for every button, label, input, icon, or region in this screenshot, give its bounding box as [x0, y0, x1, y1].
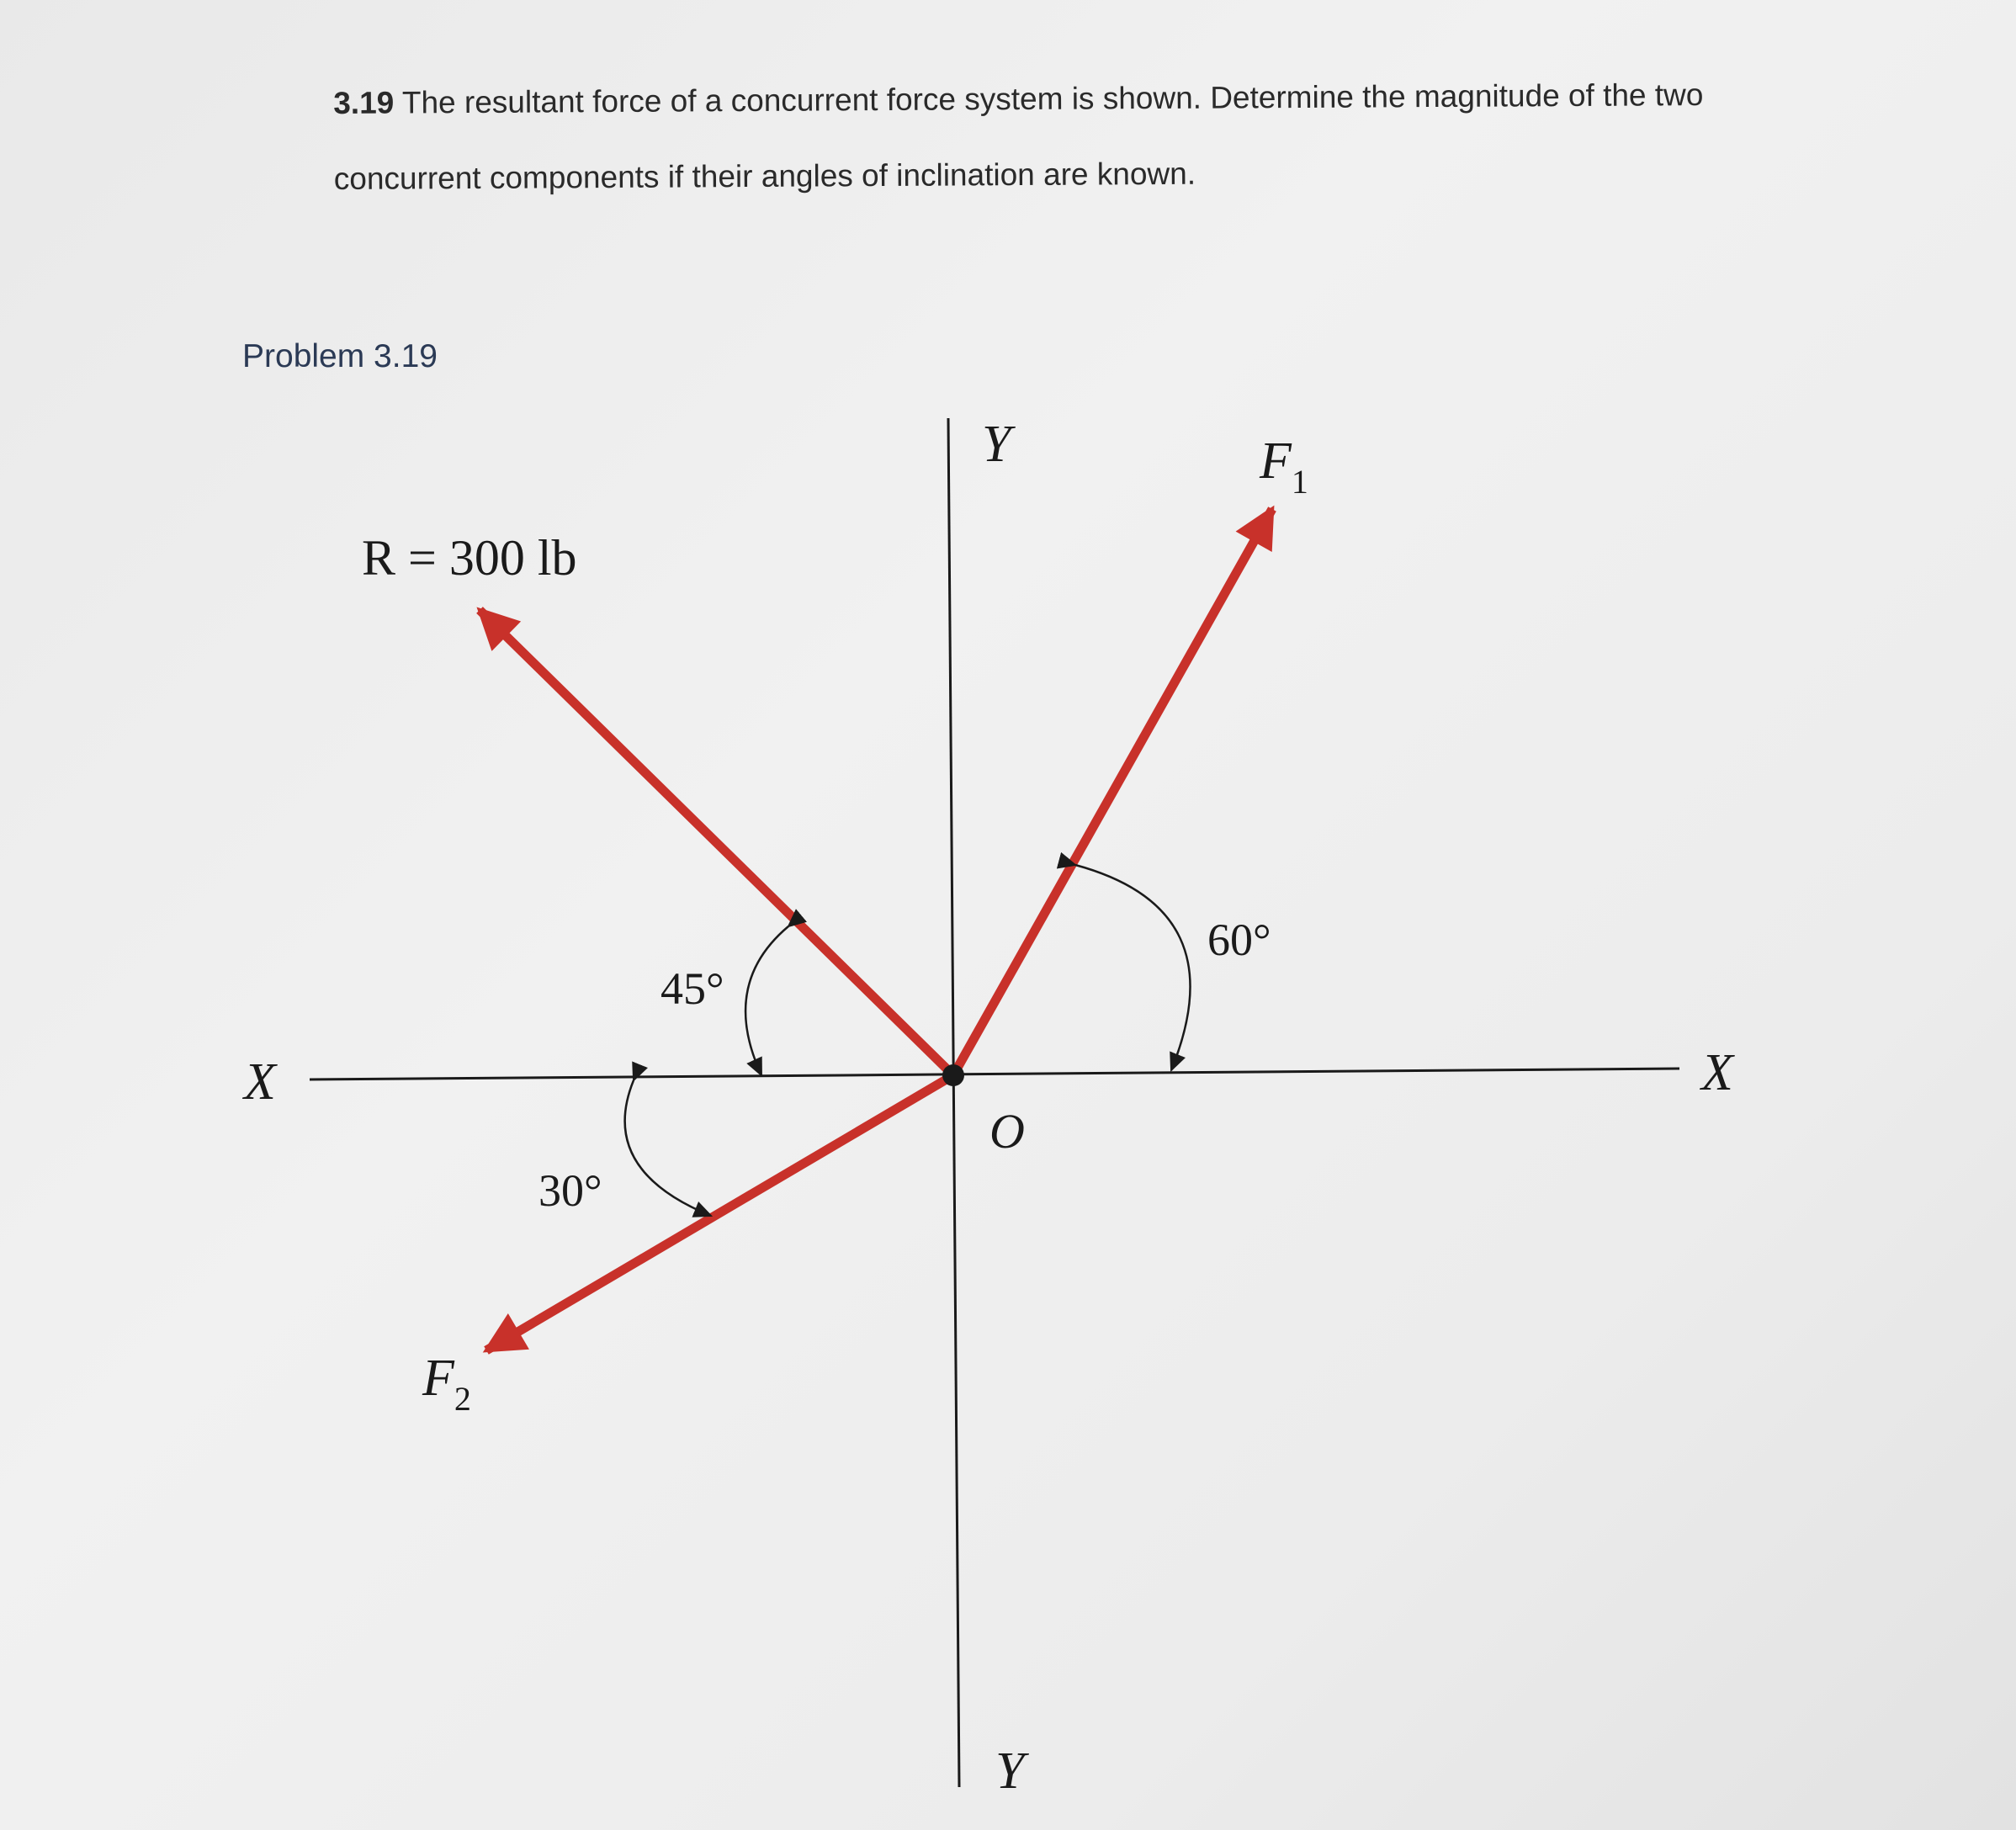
problem-line-1-text: The resultant force of a concurrent force system is shown. Determine the magnitude of the two — [401, 77, 1704, 120]
y-axis-line — [948, 418, 959, 1787]
angle-arc-30 — [625, 1080, 711, 1216]
angle-arc-45 — [745, 926, 788, 1075]
angle-label-60: 60° — [1207, 915, 1271, 965]
origin-label: O — [989, 1104, 1025, 1159]
angle-label-45: 45° — [661, 963, 724, 1014]
angle-label-30: 30° — [538, 1165, 602, 1216]
origin-point — [942, 1064, 964, 1086]
y-axis-label-bottom: Y — [995, 1742, 1025, 1800]
x-axis-label-right: X — [1701, 1044, 1733, 1101]
figure-caption: Problem 3.19 — [242, 338, 438, 374]
x-axis-label-left: X — [244, 1053, 276, 1111]
y-axis-label-top: Y — [982, 416, 1011, 473]
problem-line-2: concurrent components if their angles of inclination are known. — [333, 156, 1196, 196]
f2-label — [422, 1350, 471, 1418]
x-axis-line — [310, 1069, 1679, 1079]
f1-label — [1259, 432, 1308, 501]
f1-label-subscript: 1 — [1291, 463, 1308, 501]
f2-label-letter: F — [422, 1350, 454, 1407]
resultant-label: R = 300 lb — [362, 530, 577, 586]
angle-arc-60 — [1075, 865, 1191, 1070]
f2-label-subscript: 2 — [454, 1380, 471, 1418]
f1-force-arrow — [953, 509, 1272, 1075]
problem-number: 3.19 — [333, 85, 395, 120]
f1-label-letter: F — [1260, 432, 1292, 490]
